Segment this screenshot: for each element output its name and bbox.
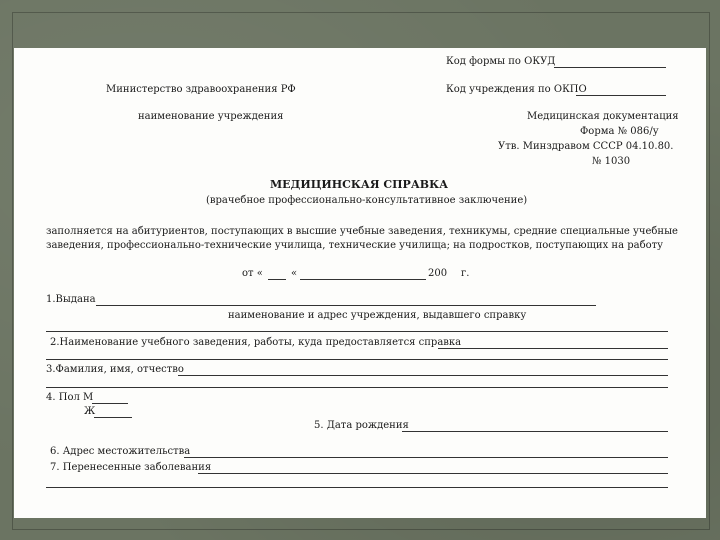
field-5-label: 5. Дата рождения — [314, 420, 409, 431]
institution-name-label: наименование учреждения — [138, 111, 284, 122]
medical-certificate-form — [14, 48, 706, 518]
approval-note: Утв. Минздравом СССР 04.10.80. — [498, 141, 674, 152]
field-3-input[interactable] — [178, 375, 668, 376]
field-4-male-input[interactable] — [92, 403, 128, 404]
ministry-label: Министерство здравоохранения РФ — [106, 84, 296, 95]
okpo-label: Код учреждения по ОКПО — [446, 84, 587, 95]
form-number: Форма № 086/у — [580, 126, 659, 137]
form-title: МЕДИЦИНСКАЯ СПРАВКА — [270, 178, 449, 191]
field-2-input[interactable] — [438, 348, 668, 349]
field-4-female-input[interactable] — [94, 417, 132, 418]
field-2-input-line-2[interactable] — [46, 359, 668, 360]
field-1-input-line-2[interactable] — [46, 331, 668, 332]
field-3-input-line-2[interactable] — [46, 387, 668, 388]
field-7-input-line-2[interactable] — [46, 487, 668, 488]
field-5-input[interactable] — [402, 431, 668, 432]
field-1-input[interactable] — [96, 305, 596, 306]
field-1-label: 1.Выдана — [46, 294, 96, 305]
date-g: г. — [461, 268, 470, 279]
date-from-label: от « — [242, 268, 263, 279]
field-2-label: 2.Наименование учебного заведения, работы, куда предоставляется справка — [50, 337, 462, 348]
field-4-label: 4. Пол М — [46, 392, 94, 403]
okud-label: Код формы по ОКУД — [446, 56, 556, 67]
okpo-field[interactable] — [576, 95, 666, 96]
date-month-field[interactable] — [300, 279, 426, 280]
date-quote: « — [291, 268, 298, 279]
med-doc-label: Медицинская документация — [527, 111, 679, 122]
order-number: № 1030 — [592, 156, 631, 167]
intro-line-2: заведения, профессионально-технические училища, технические училища; на подростков, поступающих на работу — [46, 240, 664, 251]
field-4-female-label: Ж — [84, 406, 96, 417]
date-year: 200 — [428, 268, 448, 279]
form-subtitle: (врачебное профессионально-консультативное заключение) — [206, 195, 528, 206]
field-7-input[interactable] — [198, 473, 668, 474]
okud-field[interactable] — [554, 67, 666, 68]
date-day-field[interactable] — [268, 279, 286, 280]
intro-line-1: заполняется на абитуриентов, поступающих в высшие учебные заведения, техникумы, средние специальные учебные — [46, 226, 678, 237]
field-1-caption: наименование и адрес учреждения, выдавшего справку — [228, 310, 527, 321]
field-6-input[interactable] — [184, 457, 668, 458]
field-3-label: 3.Фамилия, имя, отчество — [46, 364, 184, 375]
field-7-label: 7. Перенесенные заболевания — [50, 462, 212, 473]
field-6-label: 6. Адрес местожительства — [50, 446, 191, 457]
